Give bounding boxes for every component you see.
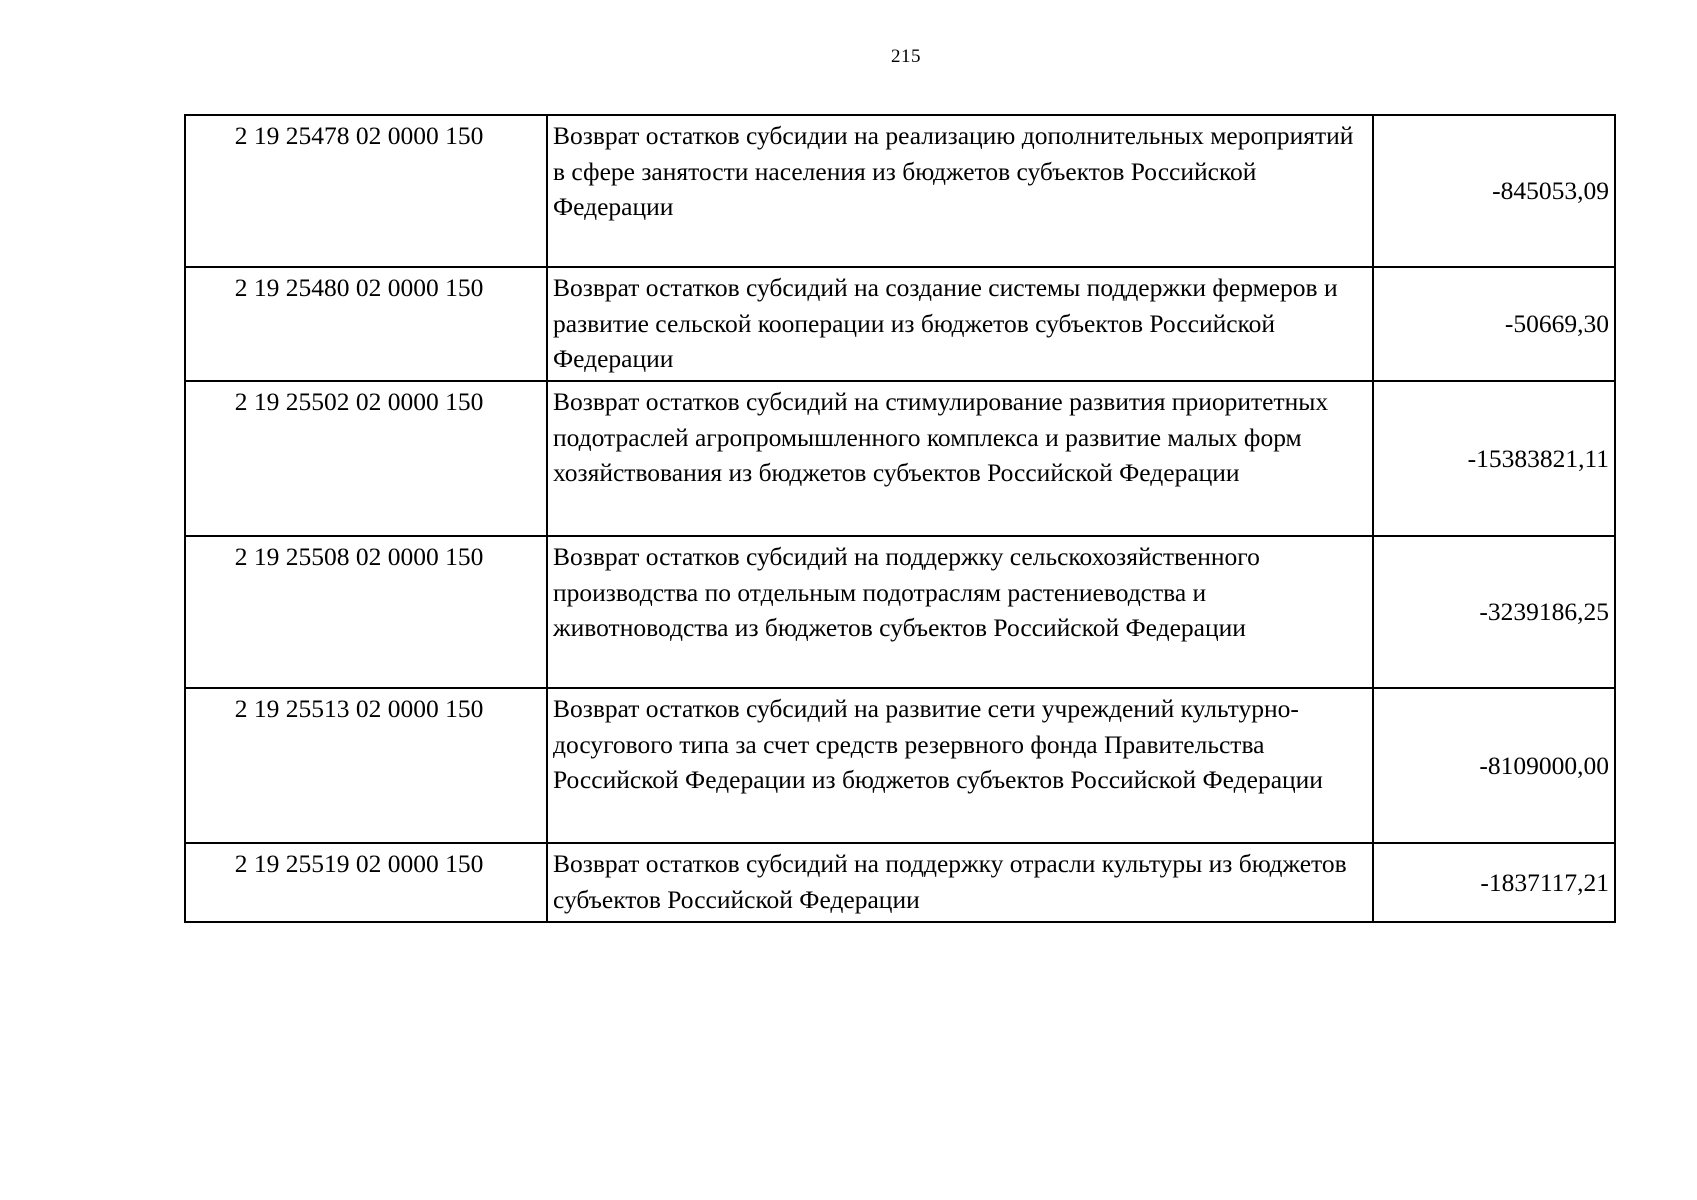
description-cell: Возврат остатков субсидий на поддержку сельскохозяйственного производства по отдельным подотраслям растениеводства и животноводства из бюджетов субъектов Российской Федерации <box>547 536 1373 688</box>
amount-cell: -1837117,21 <box>1373 843 1615 922</box>
budget-code-cell: 2 19 25502 02 0000 150 <box>185 381 547 536</box>
table-row <box>185 381 1615 536</box>
table-row <box>185 267 1615 381</box>
amount-cell: -845053,09 <box>1373 115 1615 267</box>
budget-code-cell: 2 19 25478 02 0000 150 <box>185 115 547 267</box>
amount-cell: -15383821,11 <box>1373 381 1615 536</box>
table-row <box>185 536 1615 688</box>
amount-cell: -3239186,25 <box>1373 536 1615 688</box>
amount-cell: -50669,30 <box>1373 267 1615 381</box>
description-cell: Возврат остатков субсидий на поддержку отрасли культуры из бюджетов субъектов Российской Федерации <box>547 843 1373 922</box>
description-cell: Возврат остатков субсидий на стимулирование развития приоритетных подотраслей агропромышленного комплекса и развитие малых форм хозяйствования из бюджетов субъектов Российской Федерации <box>547 381 1373 536</box>
budget-code-cell: 2 19 25480 02 0000 150 <box>185 267 547 381</box>
budget-code-cell: 2 19 25508 02 0000 150 <box>185 536 547 688</box>
description-cell: Возврат остатков субсидии на реализацию дополнительных мероприятий в сфере занятости населения из бюджетов субъектов Российской Федерации <box>547 115 1373 267</box>
budget-code-cell: 2 19 25519 02 0000 150 <box>185 843 547 922</box>
page-number: 215 <box>891 46 921 67</box>
table-row <box>185 688 1615 843</box>
table-row <box>185 843 1615 922</box>
description-cell: Возврат остатков субсидий на развитие сети учреждений культурно-досугового типа за счет средств резервного фонда Правительства Российской Федерации из бюджетов субъектов Российской Федерации <box>547 688 1373 843</box>
budget-code-cell: 2 19 25513 02 0000 150 <box>185 688 547 843</box>
table-row <box>185 115 1615 267</box>
budget-table <box>184 114 1616 923</box>
amount-cell: -8109000,00 <box>1373 688 1615 843</box>
description-cell: Возврат остатков субсидий на создание системы поддержки фермеров и развитие сельской кооперации из бюджетов субъектов Российской Федерации <box>547 267 1373 381</box>
